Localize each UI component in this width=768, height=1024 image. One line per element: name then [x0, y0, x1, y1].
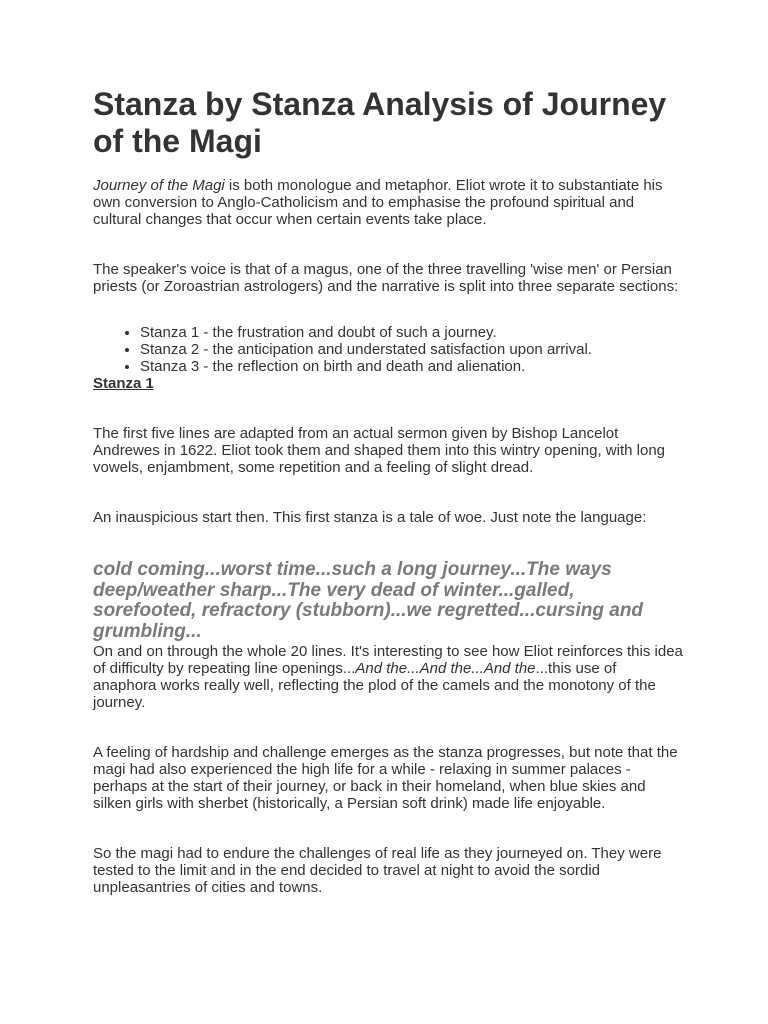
sermon-paragraph: The first five lines are adapted from an actual sermon given by Bishop Lancelot Andrewes in 1622. Eliot took them and shaped them into this wintry opening, with long vowels, enjambment, some repetition and a feeling of slight dread. — [93, 425, 666, 476]
intro-text: is both monologue and metaphor. Eliot wrote it to substantiate his own conversion to Anglo-Catholicism and to emphasise the profound spiritual and cultural changes that occur when certain events take place. — [93, 177, 663, 228]
intro-paragraph — [93, 177, 683, 228]
hardship-paragraph: A feeling of hardship and challenge emerges as the stanza progresses, but note that the magi had also experienced the high life for a while - relaxing in summer palaces - perhaps at the start of their journey, or back in their homeland, when blue skies and silken girls with sherbet (historically, a Persian soft drink) made life enjoyable. — [93, 744, 678, 812]
poem-title-italic: Journey of the Magi — [93, 177, 225, 194]
list-item: • Stanza 1 - the frustration and doubt of such a journey. — [140, 324, 683, 341]
stanza1-heading: Stanza 1 — [93, 375, 154, 392]
anaphora-paragraph — [93, 643, 683, 711]
document-page — [93, 86, 683, 896]
language-paragraph: An inauspicious start then. This first stanza is a tale of woe. Just note the language: — [93, 509, 647, 526]
closing-paragraph: So the magi had to endure the challenges of real life as they journeyed on. They were tested to the limit and in the end decided to travel at night to avoid the sordid unpleasantries of cities and towns. — [93, 845, 662, 896]
anaphora-italic: And the...And the...And the — [355, 660, 536, 677]
speaker-paragraph: The speaker's voice is that of a magus, one of the three travelling 'wise men' or Persian priests (or Zoroastrian astrologers) and the narrative is split into three separate sections: — [93, 261, 679, 295]
list-item: • Stanza 3 - the reflection on birth and death and alienation. — [140, 358, 683, 375]
anaphora-text-before: On and on through the whole 20 lines. It's interesting to see how Eliot reinforces this idea of difficulty by repeating line openings... — [93, 643, 683, 677]
pull-quote: cold coming...worst time...such a long journey...The ways deep/weather sharp...The very dead of winter...galled, sorefooted, refractory (stubborn)...we regretted...cursing and grumbling... — [93, 559, 644, 642]
page-title: Stanza by Stanza Analysis of Journey of the Magi — [93, 86, 667, 159]
sections-list — [93, 324, 683, 375]
list-item: • Stanza 2 - the anticipation and understated satisfaction upon arrival. — [140, 341, 683, 358]
anaphora-text-after: ...this use of anaphora works really well, reflecting the plod of the camels and the monotony of the journey. — [93, 660, 656, 711]
